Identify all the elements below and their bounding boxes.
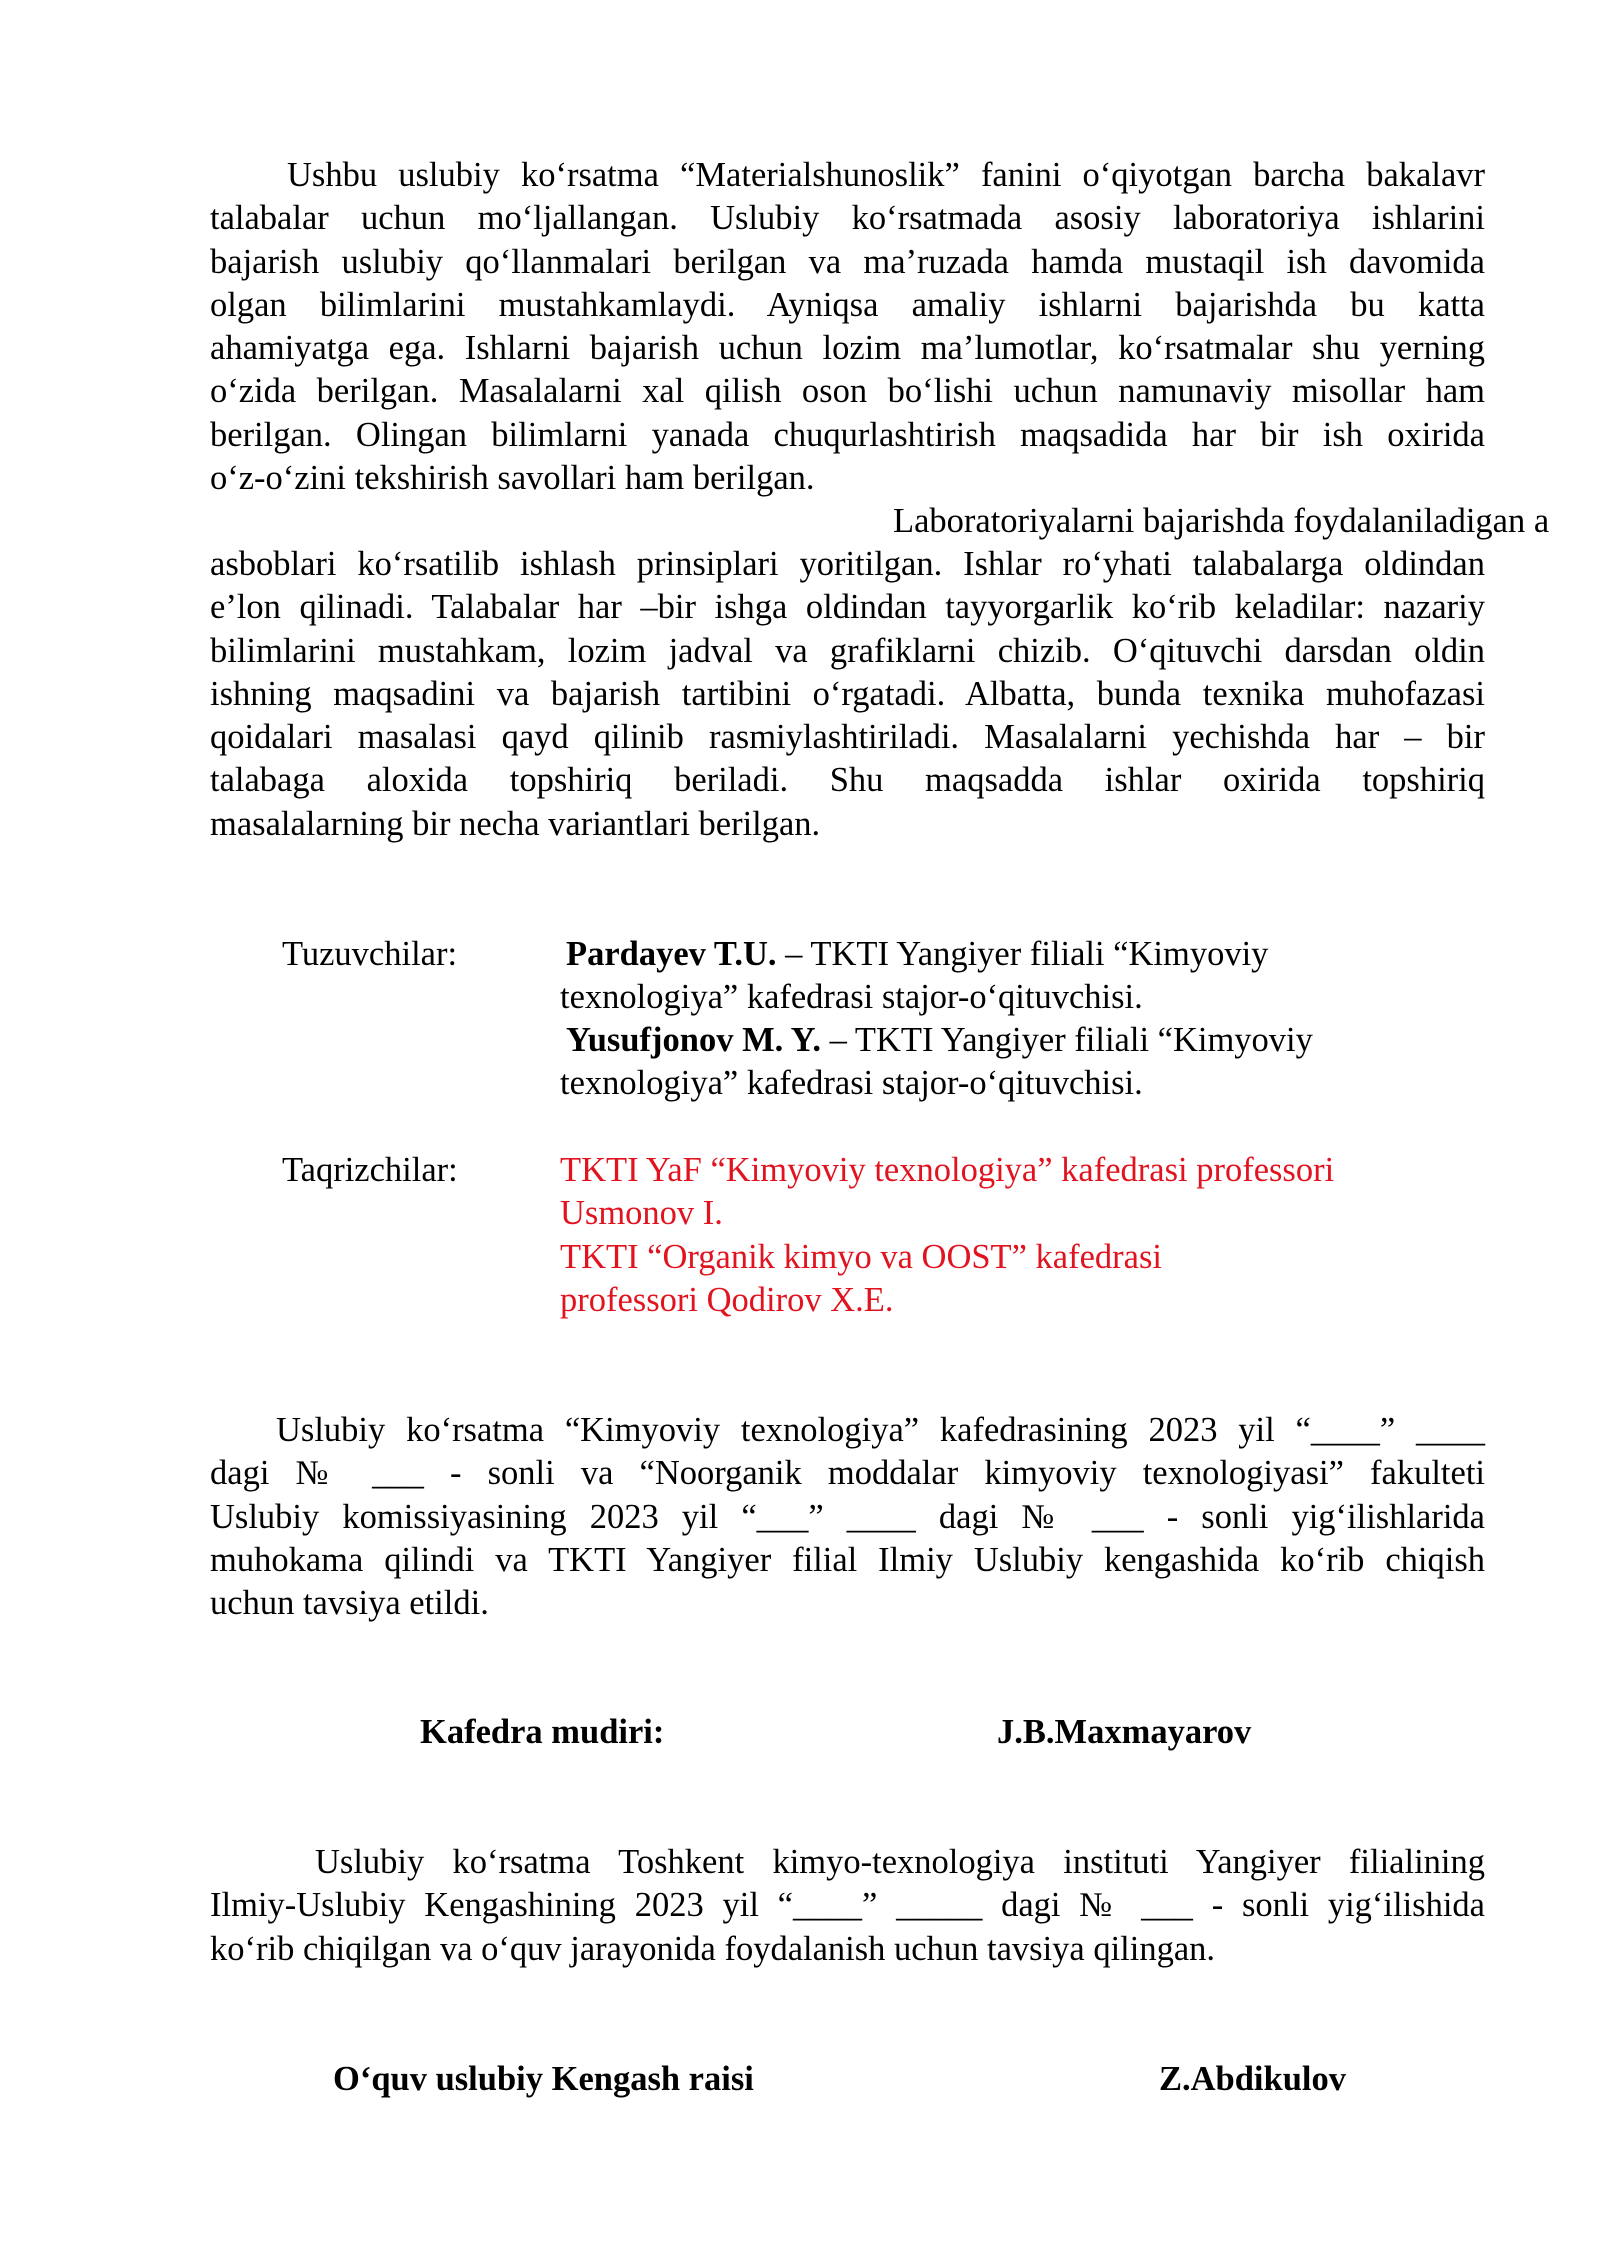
text-line: qoidalari masalasi qayd qilinib rasmiylashtiriladi. Masalalarni yechishda har – bir bbox=[210, 718, 1485, 757]
text-line: dagi № ___ - sonli va “Noorganik moddalar kimyoviy texnologiyasi” fakulteti bbox=[210, 1454, 1485, 1493]
text-line: olgan bilimlarini mustahkamlaydi. Ayniqsa amaliy ishlarni bajarishda bu katta bbox=[210, 285, 1485, 324]
text-line: e’lon qilinadi. Talabalar har –bir ishga oldindan tayyorgarlik ko‘rib keladilar: nazariy bbox=[210, 588, 1485, 627]
text-line: uchun tavsiya etildi. bbox=[210, 1584, 489, 1623]
text-line: Uslubiy komissiyasining 2023 yil “___” ____ dagi № ___ - sonli yig‘ilishlarida bbox=[210, 1497, 1485, 1536]
authors-label: Tuzuvchilar: bbox=[282, 935, 458, 973]
reviewers-list bbox=[560, 1149, 1334, 1322]
text-line: o‘z-o‘zini tekshirish savollari ham berilgan. bbox=[210, 459, 815, 498]
reviewer-line: professori Qodirov X.E. bbox=[560, 1280, 894, 1319]
approval-paragraph-2 bbox=[210, 1841, 1485, 1971]
text-line: Ilmiy-Uslubiy Kengashining 2023 yil “____” _____ dagi № ___ - sonli yig‘ilishida bbox=[210, 1886, 1485, 1925]
approval-paragraph-1 bbox=[210, 1409, 1485, 1625]
signature-1-title: Kafedra mudiri: bbox=[420, 1713, 665, 1751]
author-affiliation-line-2: texnologiya” kafedrasi stajor-o‘qituvchisi. bbox=[560, 978, 1143, 1017]
author-affiliation: – TKTI Yangiyer filiali “Kimyoviy bbox=[821, 1021, 1313, 1059]
text-line: bilimlarini mustahkam, lozim jadval va grafiklarni chizib. O‘qituvchi darsdan oldin bbox=[210, 631, 1485, 670]
reviewer-line: Usmonov I. bbox=[560, 1194, 723, 1233]
author-name: Pardayev T.U. bbox=[566, 935, 777, 973]
author-name: Yusufjonov M. Y. bbox=[566, 1021, 821, 1059]
text-line: Uslubiy ko‘rsatma Toshkent kimyo-texnologiya instituti Yangiyer filialining bbox=[315, 1843, 1485, 1881]
text-line: bajarish uslubiy qo‘llanmalari berilgan va ma’ruzada hamda mustaqil ish davomida bbox=[210, 242, 1485, 281]
text-line: masalalarning bir necha variantlari berilgan. bbox=[210, 804, 821, 843]
text-line: talabalar uchun mo‘ljallangan. Uslubiy ko‘rsatmada asosiy laboratoriya ishlarini bbox=[210, 199, 1485, 238]
intro-paragraph-1 bbox=[210, 154, 1485, 500]
text-line: ahamiyatga ega. Ishlarni bajarish uchun lozim ma’lumotlar, ko‘rsatmalar shu yerning bbox=[210, 329, 1485, 368]
text-line: Ushbu uslubiy ko‘rsatma “Materialshunoslik” fanini o‘qiyotgan barcha bakalavr bbox=[287, 156, 1485, 194]
signature-1-name: J.B.Maxmayarov bbox=[997, 1713, 1252, 1751]
text-line: Uslubiy ko‘rsatma “Kimyoviy texnologiya” kafedrasining 2023 yil “____” ____ bbox=[276, 1411, 1485, 1449]
text-line: ko‘rib chiqilgan va o‘quv jarayonida foydalanish uchun tavsiya qilingan. bbox=[210, 1929, 1216, 1968]
text-line: asboblari ko‘rsatilib ishlash prinsiplari yoritilgan. Ishlar ro‘yhati talabalarga oldindan bbox=[210, 545, 1485, 583]
author-affiliation-line-2: texnologiya” kafedrasi stajor-o‘qituvchisi. bbox=[560, 1064, 1143, 1103]
reviewers-label: Taqrizchilar: bbox=[282, 1151, 458, 1189]
signature-2-title: O‘quv uslubiy Kengash raisi bbox=[333, 2060, 754, 2098]
intro-paragraph-2-first-line: Laboratoriyalarni bajarishda foydalaniladigan a bbox=[893, 502, 1550, 540]
text-line: o‘zida berilgan. Masalalarni xal qilish oson bo‘lishi uchun namunaviy misollar ham bbox=[210, 372, 1485, 411]
reviewer-line: TKTI YaF “Kimyoviy texnologiya” kafedrasi professori bbox=[560, 1151, 1335, 1189]
intro-paragraph-2 bbox=[210, 543, 1485, 846]
author-affiliation: – TKTI Yangiyer filiali “Kimyoviy bbox=[776, 935, 1269, 973]
text-line: muhokama qilindi va TKTI Yangiyer filial Ilmiy Uslubiy kengashida ko‘rib chiqish bbox=[210, 1540, 1485, 1579]
text-line: ishning maqsadini va bajarish tartibini o‘rgatadi. Albatta, bunda texnika muhofazasi bbox=[210, 674, 1485, 713]
author-1 bbox=[560, 933, 1268, 1020]
author-2 bbox=[560, 1019, 1313, 1106]
text-line: talabaga aloxida topshiriq beriladi. Shu maqsadda ishlar oxirida topshiriq bbox=[210, 761, 1485, 800]
reviewer-line: TKTI “Organik kimyo va OOST” kafedrasi bbox=[560, 1237, 1162, 1276]
text-line: berilgan. Olingan bilimlarni yanada chuqurlashtirish maqsadida har bir ish oxirida bbox=[210, 415, 1485, 454]
signature-2-name: Z.Abdikulov bbox=[1159, 2060, 1346, 2098]
